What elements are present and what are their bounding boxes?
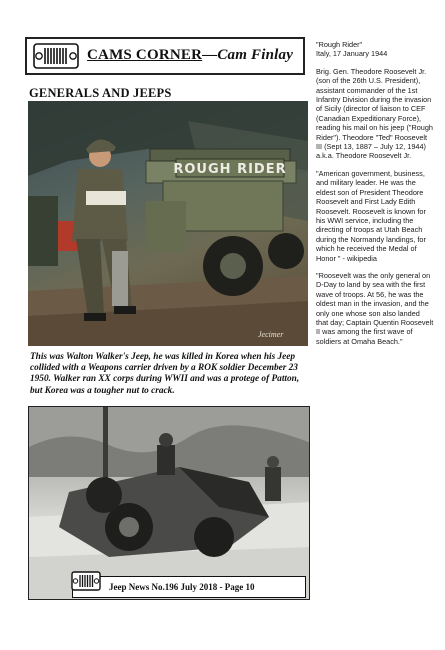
caption-walker-jeep: This was Walton Walker's Jeep, he was killed in Korea when his Jeep collided with a Weapons carrier driven by a ROK soldier December 23 1950. Walker ran XX corps during WWII and was a protege of Patton, but Korea was a tougher nut to crack. bbox=[30, 352, 300, 396]
side-paragraph-2: "American government, business, and military leader. He was the eldest son of President Theodore Roosevelt and First Lady Edith Roosevelt. Roosevelt is known for his WWI service, including the directing of troops at Utah Beach during the Normandy landings, for which he received the Medal of Honor " - wikipedia bbox=[316, 168, 426, 263]
side-title: "Rough Rider" bbox=[316, 40, 363, 49]
side-paragraph-3: "Roosevelt was the only general on D-Day to land by sea with the first wave of troops. At 56, he was the oldest man in the invasion, and the only one whose son also landed that day; Captain Quentin Roosevelt II was among the first wave of soldiers at Omaha Beach." bbox=[316, 270, 434, 346]
header-title bbox=[87, 47, 302, 64]
author-name: Cam Finlay bbox=[217, 47, 294, 63]
section-heading: GENERALS AND JEEPS bbox=[29, 86, 172, 100]
side-column bbox=[316, 40, 434, 354]
series-title: CAMS CORNER bbox=[87, 47, 203, 63]
jeep-sign-text: ROUGH RIDER bbox=[173, 162, 287, 177]
header-banner bbox=[25, 37, 305, 75]
photo-top-illustration bbox=[28, 101, 308, 346]
jeep-grille-small-icon bbox=[71, 571, 101, 591]
side-heading bbox=[316, 40, 434, 59]
photo-roosevelt-jeep bbox=[28, 101, 308, 346]
side-place-date: Italy, 17 January 1944 bbox=[316, 49, 388, 59]
side-paragraph-1: Brig. Gen. Theodore Roosevelt Jr. (son of the 26th U.S. President), assistant commander of the 1st Infantry Division during the invasion of Sicily (director of liaison to CEF (Canadian Expeditionary Force), reading his mail on his jeep ("Rough Rider"). Theodore "Ted" Roosevelt III (Sept 13, 1887 – July 12, 1944) a.k.a. Theodore Roosevelt Jr. bbox=[316, 66, 433, 161]
jeep-grille-icon bbox=[33, 43, 79, 69]
footer-page-label: Jeep News No.196 July 2018 - Page 10 bbox=[109, 582, 255, 592]
title-separator: — bbox=[202, 47, 218, 63]
footer-bar bbox=[72, 576, 306, 598]
photo-signature: Jecimer bbox=[258, 330, 284, 339]
